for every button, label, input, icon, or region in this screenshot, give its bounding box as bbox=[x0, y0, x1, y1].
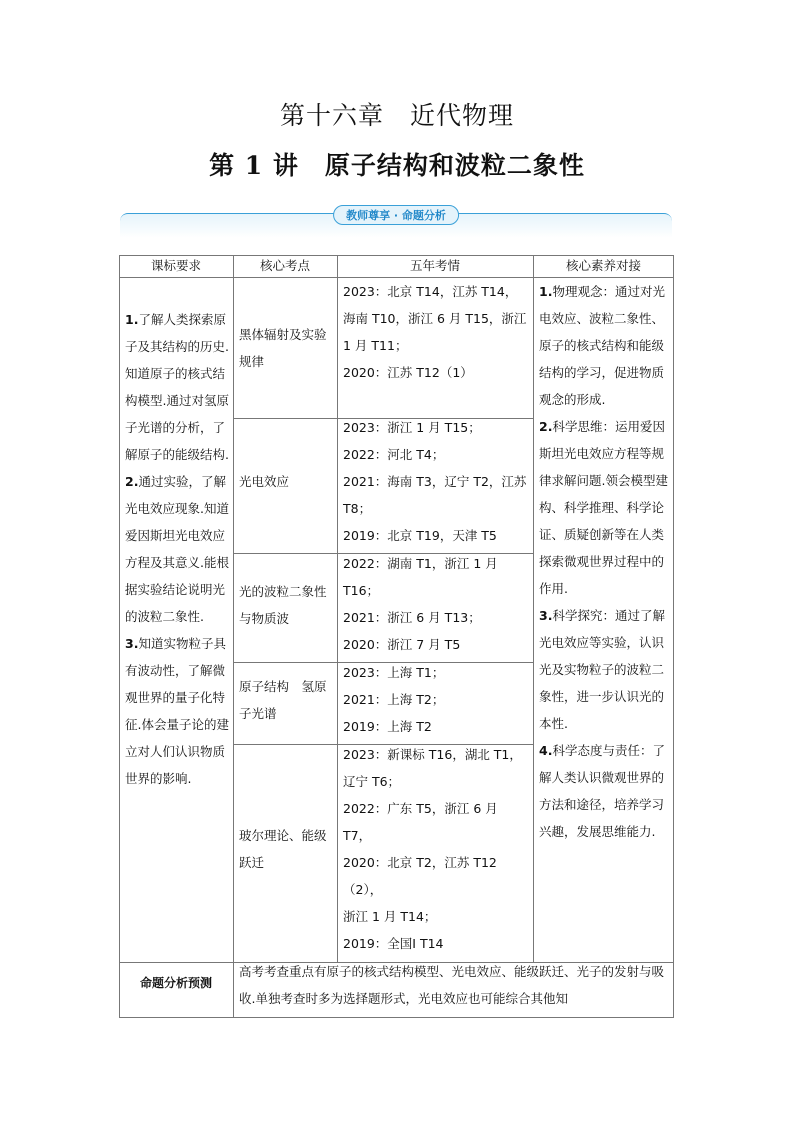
exam-entry: 2023：浙江 1 月 T15； bbox=[343, 420, 481, 435]
exam-entry: 2021：上海 T2； bbox=[343, 692, 445, 707]
key-point-atomic-structure: 原子结构 氢原子光谱 bbox=[239, 679, 327, 721]
exam-entry: 2023：上海 T1； bbox=[343, 665, 445, 680]
header-key-points: 核心考点 bbox=[259, 258, 310, 273]
exam-history-photoelectric bbox=[343, 414, 529, 549]
exam-entry: 2022：河北 T4； bbox=[343, 447, 445, 462]
exam-entry: 2023：新课标 T16，湖北 T1，辽宁 T6； bbox=[343, 747, 522, 789]
literacy-4: 4.科学态度与责任：了解人类认识微观世界的方法和途径，培养学习兴趣，发展思维能力. bbox=[539, 743, 665, 839]
requirements-cell bbox=[125, 306, 229, 792]
exam-history-bohr bbox=[343, 741, 529, 957]
header-literacy: 核心素养对接 bbox=[565, 258, 641, 273]
exam-entry: 2022：湖南 T1，浙江 1 月 T16； bbox=[343, 556, 498, 598]
requirement-3: 3.知道实物粒子具有波动性，了解微观世界的量子化特征.体会量子论的建立对人们认识物质世界的影响. bbox=[125, 636, 229, 786]
exam-analysis-table bbox=[119, 255, 674, 1018]
exam-entry: 2020：江苏 T12（1） bbox=[343, 365, 473, 380]
exam-entry: 浙江 1 月 T14； bbox=[343, 909, 437, 924]
exam-entry: 2021：浙江 6 月 T13； bbox=[343, 610, 481, 625]
exam-entry: 2021：海南 T3，辽宁 T2，江苏 T8； bbox=[343, 474, 527, 516]
exam-entry: 2020：浙江 7 月 T5 bbox=[343, 637, 461, 652]
exam-entry: 2019：全国Ⅰ T14 bbox=[343, 936, 444, 951]
key-point-photoelectric: 光电效应 bbox=[239, 474, 290, 489]
literacy-cell bbox=[539, 278, 669, 845]
literacy-1: 1.物理观念：通过对光电效应、波粒二象性、原子的核式结构和能级结构的学习，促进物质观念的形成. bbox=[539, 284, 665, 407]
header-exam-history: 五年考情 bbox=[409, 258, 460, 273]
key-point-wave-particle: 光的波粒二象性与物质波 bbox=[239, 584, 327, 626]
exam-entry: 2023：北京 T14，江苏 T14，海南 T10，浙江 6 月 T15，浙江 1 月 T11； bbox=[343, 284, 527, 353]
literacy-2: 2.科学思维：运用爱因斯坦光电效应方程等规律求解问题.领会模型建构、科学推理、科学论证、质疑创新等在人类探索微观世界过程中的作用. bbox=[539, 419, 668, 596]
key-point-bohr: 玻尔理论、能级跃迁 bbox=[239, 828, 327, 870]
section-banner bbox=[120, 209, 672, 238]
exam-entry: 2019：上海 T2 bbox=[343, 719, 432, 734]
exam-entry: 2019：北京 T19，天津 T5 bbox=[343, 528, 497, 543]
lecture-title: 第 1 讲 原子结构和波粒二象性 bbox=[209, 151, 585, 180]
chapter-title: 第十六章 近代物理 bbox=[279, 101, 514, 130]
exam-entry: 2022：广东 T5，浙江 6 月 T7， bbox=[343, 801, 498, 843]
header-requirements: 课标要求 bbox=[150, 258, 201, 273]
prediction-label: 命题分析预测 bbox=[139, 976, 212, 990]
exam-history-atomic-structure bbox=[343, 659, 529, 740]
literacy-3: 3.科学探究：通过了解光电效应等实验，认识光及实物粒子的波粒二象性，进一步认识光的本性. bbox=[539, 608, 665, 731]
exam-entry: 2020：北京 T2，江苏 T12（2）， bbox=[343, 855, 497, 897]
exam-history-blackbody bbox=[343, 278, 529, 386]
key-point-blackbody: 黑体辐射及实验规律 bbox=[239, 327, 327, 369]
prediction-text: 高考考查重点有原子的核式结构模型、光电效应、能级跃迁、光子的发射与吸收.单独考查时多为选择题形式，光电效应也可能综合其他知 bbox=[239, 964, 665, 1006]
requirement-1: 1.了解人类探索原子及其结构的历史.知道原子的核式结构模型.通过对氢原子光谱的分析，了解原子的能级结构. bbox=[125, 312, 229, 462]
exam-history-wave-particle bbox=[343, 550, 529, 658]
banner-label: 教师尊享 · 命题分析 bbox=[333, 205, 459, 225]
requirement-2: 2.通过实验，了解光电效应现象.知道爱因斯坦光电效应方程及其意义.能根据实验结论说明光的波粒二象性. bbox=[125, 474, 229, 624]
